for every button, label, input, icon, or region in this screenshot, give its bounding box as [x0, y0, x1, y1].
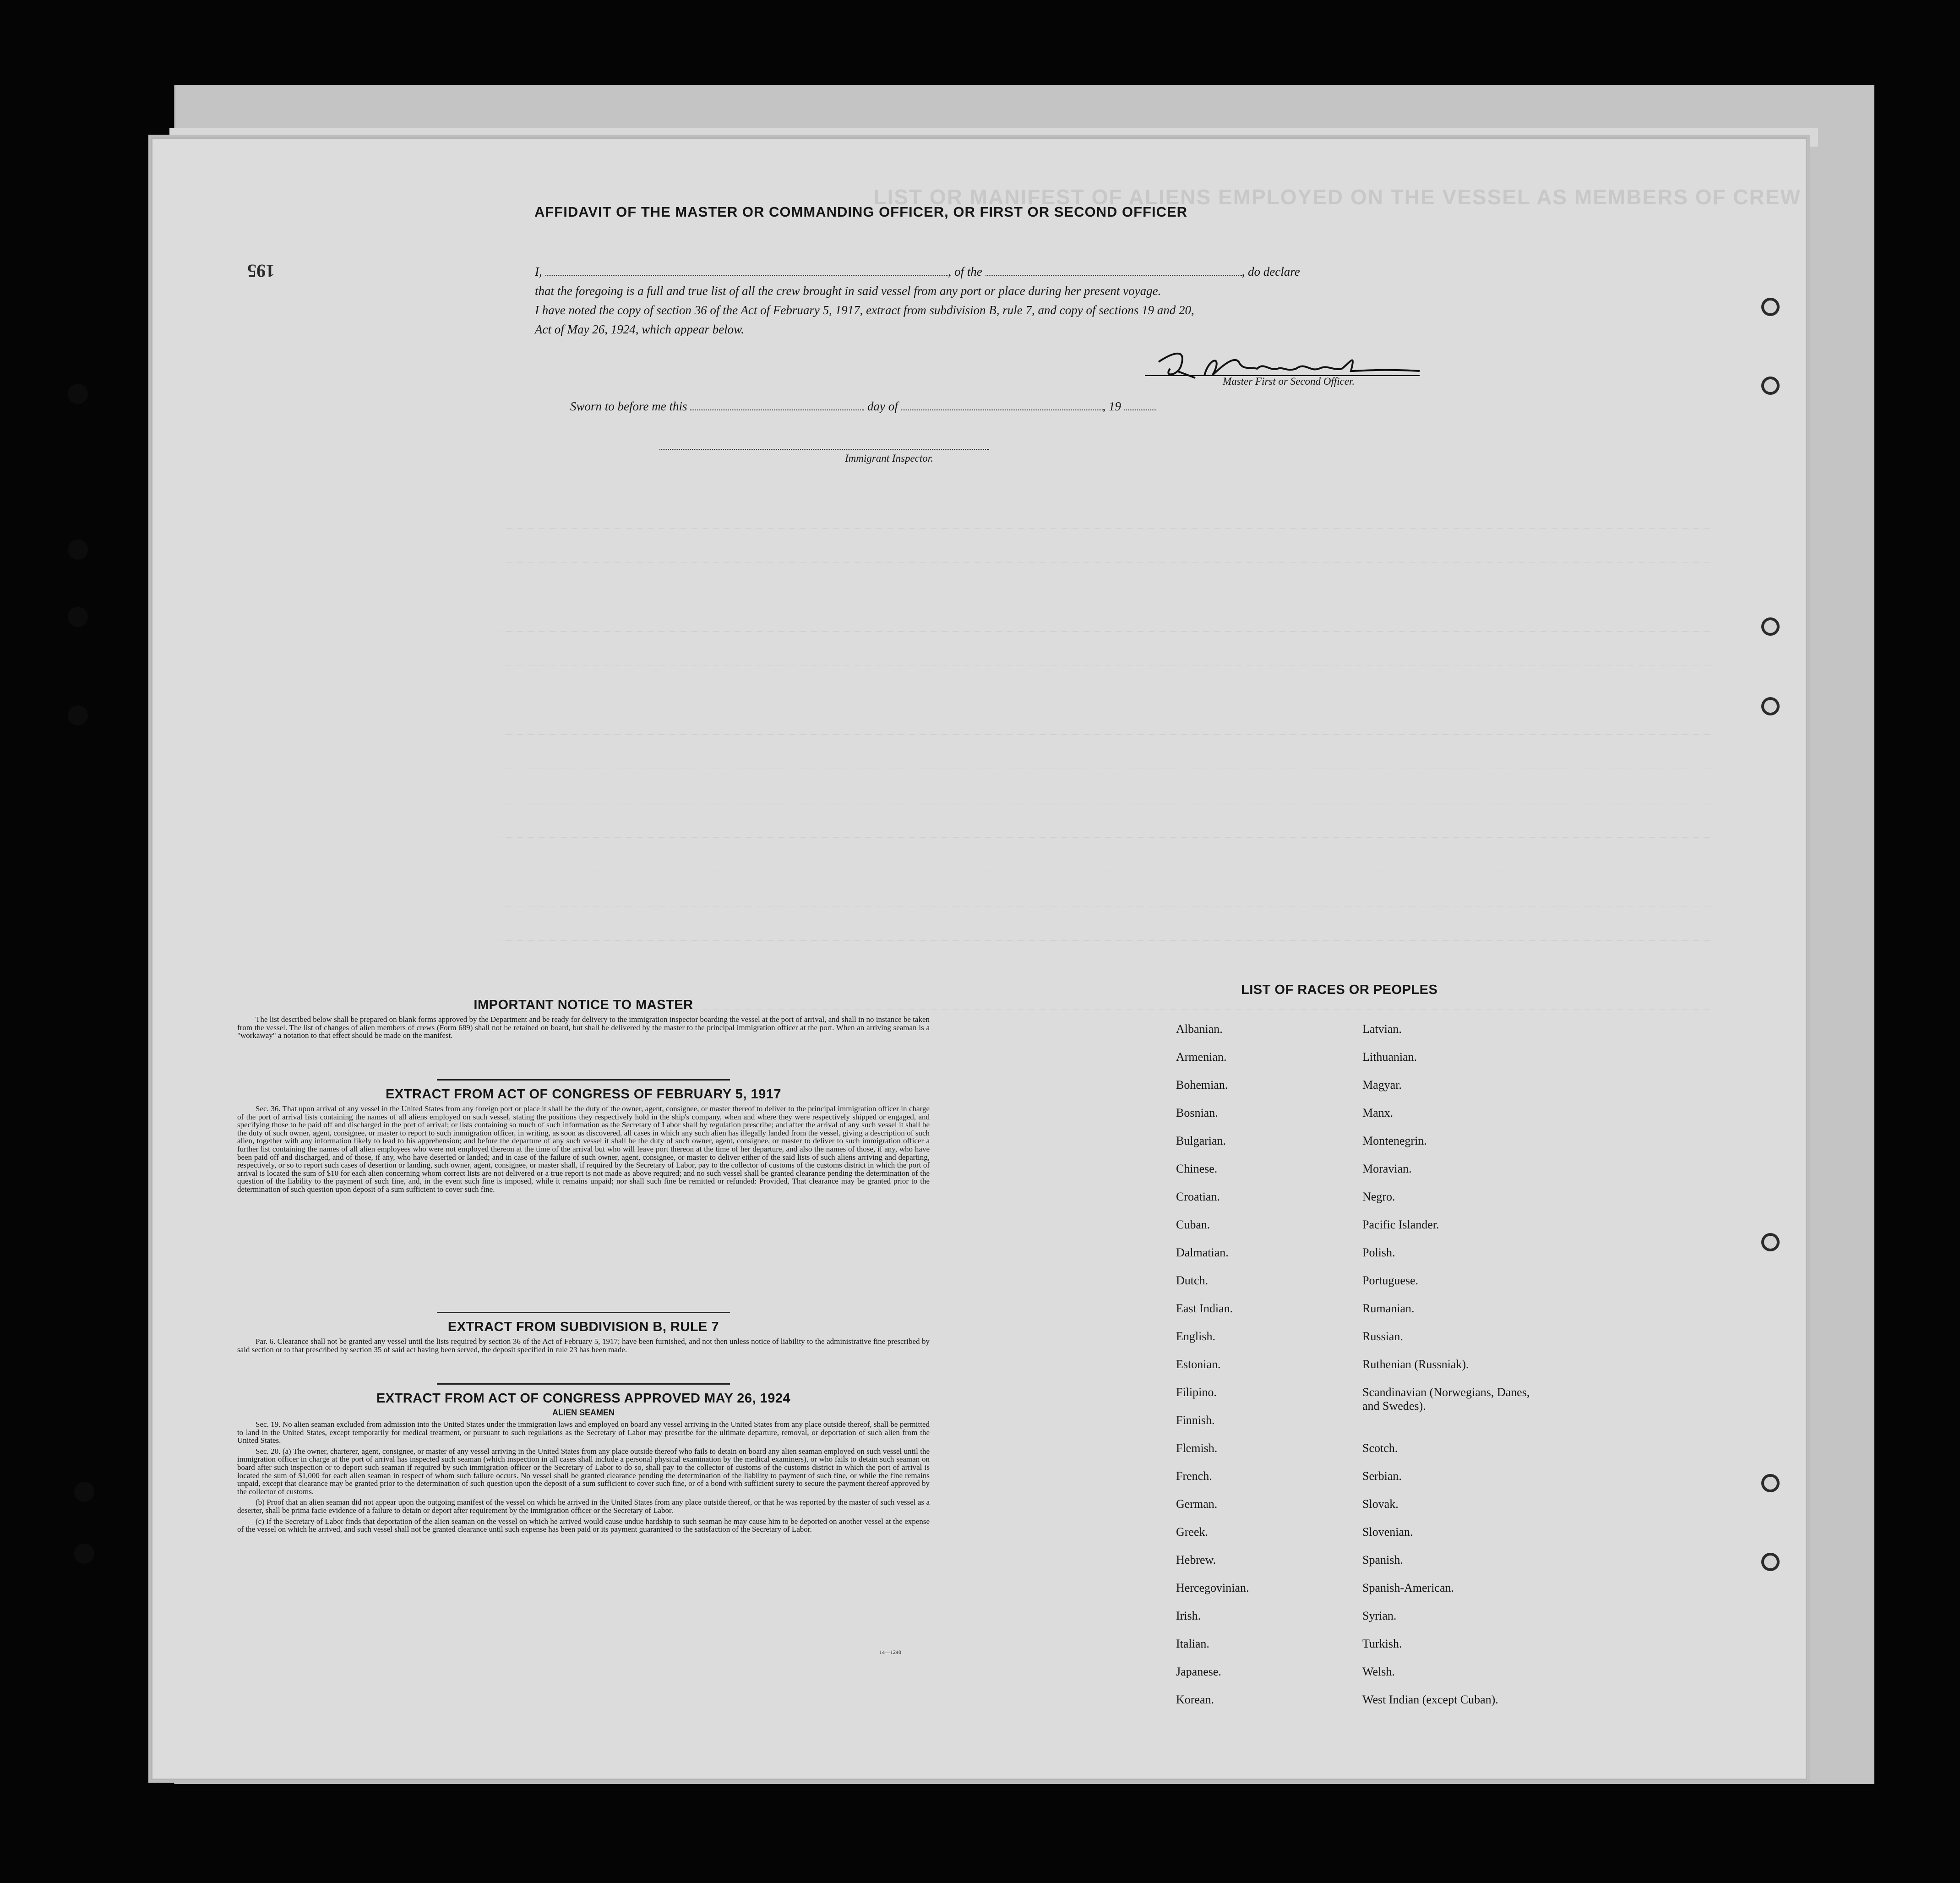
races-title: LIST OF RACES OR PEOPLES [1241, 982, 1438, 997]
race-item: Syrian. [1362, 1609, 1397, 1622]
race-item: German. [1176, 1497, 1218, 1511]
race-item: Spanish. [1362, 1553, 1403, 1566]
race-item: Slovenian. [1362, 1525, 1413, 1539]
binder-ring [1761, 1233, 1780, 1251]
race-item: Magyar. [1362, 1078, 1402, 1092]
extract-1917-title: EXTRACT FROM ACT OF CONGRESS OF FEBRUARY 5, 1917 [385, 1087, 782, 1102]
race-item: Flemish. [1176, 1441, 1218, 1455]
declaration-i: I, [535, 265, 542, 278]
race-item: Portuguese. [1362, 1274, 1419, 1287]
signature-caption: Master First or Second Officer. [1223, 376, 1355, 387]
race-item: Moravian. [1362, 1162, 1412, 1175]
sworn-line [570, 399, 1156, 414]
extract-rule-7-title: EXTRACT FROM SUBDIVISION B, RULE 7 [447, 1320, 719, 1334]
notice-title: IMPORTANT NOTICE TO MASTER [474, 998, 693, 1012]
punch-hole [68, 607, 88, 627]
race-item: Armenian. [1176, 1050, 1227, 1064]
divider [437, 1079, 730, 1081]
extract-rule-7-text: Par. 6. Clearance shall not be granted any vessel until the lists required by section 36 of the Act of February 5, 1917; have been furnished, and not then unless notice of liability to the administrative fine prescribed by said section or to that prescribed by section 35 of said act having been served, the deposit specified in rule 23 has been made. [237, 1337, 930, 1354]
race-item: West Indian (except Cuban). [1362, 1693, 1498, 1706]
race-item: Ruthenian (Russniak). [1362, 1358, 1469, 1371]
race-item: Cuban. [1176, 1218, 1210, 1231]
divider [437, 1312, 730, 1313]
bleed-through-header: LIST OR MANIFEST OF ALIENS EMPLOYED ON THE VESSEL AS MEMBERS OF CREW [873, 185, 1801, 209]
sworn-day-of: day of [867, 399, 898, 413]
race-item: Serbian. [1362, 1469, 1402, 1483]
section-20c-text: (c) If the Secretary of Labor finds that deportation of the alien seaman on the vessel on which he arrived would cause undue hardship to such seaman he may cause him to be deported on another vessel at the expense of the vessel on which he arrived, and such vessel shall not be granted clearance until such expense has been paid or its payment guaranteed to the satisfaction of the Secretary of Labor. [237, 1517, 930, 1534]
alien-seamen-subtitle: ALIEN SEAMEN [552, 1408, 615, 1417]
vessel-name-blank [985, 265, 1242, 276]
race-item: Polish. [1362, 1246, 1395, 1259]
extract-1917-text: Sec. 36. That upon arrival of any vessel in the United States from any foreign port or place it shall be the duty of the owner, agent, consignee, or master thereof to deliver to the principal immigration officer in charge of the port of arrival lists containing the names of all aliens employed on such vessel, stating the positions they respectively hold in the ship's company, when and where they were respectively shipped or engaged, and specifying those to be paid off and discharged in the port of arrival; or lists containing so much of such information as the Secretary of Labor shall by regulation prescribe; and after the arrival of any such vessel it shall be the duty of such owner, agent, consignee, or master to report to such immigration officer, in writing, as soon as discovered, all cases in which any such alien has illegally landed from the vessel, giving a description of such alien, together with any information likely to lead to his apprehension; and before the departure of any such vessel it shall be the duty of such owner, agent, consignee, or master to deliver to such immigration officer a further list containing the names of all alien employees who were not employed thereon at the time of the arrival but who will leave port thereon at the time of her departure, and also the names of those, if any, who have been paid off and discharged, and of those, if any, who have deserted or landed; and in case of the failure of such owner, agent, consignee, or master to deliver either of the said lists of such aliens arriving and departing, respectively, or so to report such cases of desertion or landing, such owner, agent, consignee, or master shall, if required by the Secretary of Labor, pay to the collector of customs of the customs district in which the port of arrival is located the sum of $10 for each alien concerning whom correct lists are not delivered or a true report is not made as above required; and no such vessel shall be granted clearance pending the determination of the question of the liability to the payment of such fine, and, in the event such fine is imposed, while it remains unpaid; nor shall such fine be remitted or refunded: Provided, That clearance may be granted prior to the determination of such question upon deposit of a sum sufficient to cover such fine. [237, 1104, 930, 1194]
declaration-end: , do declare [1241, 265, 1300, 278]
binder-ring [1761, 1553, 1780, 1571]
race-item: Turkish. [1362, 1637, 1402, 1650]
race-item: Croatian. [1176, 1190, 1220, 1203]
race-item: Spanish-American. [1362, 1581, 1454, 1594]
race-item: East Indian. [1176, 1302, 1233, 1315]
race-item: Chinese. [1176, 1162, 1218, 1175]
page-number: 195 [247, 261, 275, 281]
race-item: Bohemian. [1176, 1078, 1228, 1092]
important-notice [237, 998, 930, 1040]
race-item: Negro. [1362, 1190, 1395, 1203]
race-item: Irish. [1176, 1609, 1201, 1622]
notice-text: The list described below shall be prepared on blank forms approved by the Department and be ready for delivery to the immigration inspector boarding the vessel at the port of arrival, and shall in no instance be taken from the vessel. The list of changes of alien members of crews (Form 689) shall not be retained on board, but shall be delivered by the master to the principal immigration officer at the port. When an arriving seaman is a "workaway" a notation to that effect should be made on the manifest. [237, 1015, 930, 1040]
section-19-text: Sec. 19. No alien seaman excluded from admission into the United States under the immigration laws and employed on board any vessel arriving in the United States from any place outside thereof, shall be permitted to land in the United States, except temporarily for medical treatment, or pursuant to such regulations as the Secretary of Labor may prescribe for the ultimate departure, removal, or deportation of such alien from the United States. [237, 1420, 930, 1445]
declaration-line [535, 265, 1300, 279]
affidavit-title: AFFIDAVIT OF THE MASTER OR COMMANDING OFFICER, OR FIRST OR SECOND OFFICER [534, 204, 1188, 220]
sworn-day-blank [690, 399, 864, 410]
extract-1924-title: EXTRACT FROM ACT OF CONGRESS APPROVED MAY 26, 1924 [376, 1391, 791, 1406]
sworn-label: Sworn to before me this [570, 399, 687, 413]
extract-1924 [237, 1377, 930, 1534]
form-number: 14—1240 [879, 1649, 901, 1655]
race-item: Estonian. [1176, 1358, 1221, 1371]
binder-ring [1761, 1474, 1780, 1492]
sworn-month-blank [901, 399, 1103, 410]
declaration-text-line-2: that the foregoing is a full and true list of all the crew brought in said vessel from any port or place during her present voyage. [535, 284, 1161, 298]
divider [437, 1383, 730, 1385]
race-item: Bosnian. [1176, 1106, 1218, 1119]
inspector-signature-line [659, 449, 989, 450]
declaration-text-line-4: Act of May 26, 1924, which appear below. [535, 322, 744, 336]
race-item: Montenegrin. [1362, 1134, 1427, 1147]
race-item: Scotch. [1362, 1441, 1398, 1455]
section-20b-text: (b) Proof that an alien seaman did not appear upon the outgoing manifest of the vessel on which he arrived in the United States from any place outside thereof, or that he was reported by the master of such vessel as a deserter, shall be prima facie evidence of a failure to detain or deport after requirement by the immigration officer or the Secretary of Labor. [237, 1498, 930, 1515]
punch-hole [74, 1544, 94, 1564]
binder-ring [1761, 697, 1780, 715]
race-item: Manx. [1362, 1106, 1394, 1119]
declaration-of: , of the [948, 265, 982, 278]
declaration-text-line-3: I have noted the copy of section 36 of the Act of February 5, 1917, extract from subdivision B, rule 7, and copy of sections 19 and 20, [535, 303, 1194, 317]
race-item: Dutch. [1176, 1274, 1209, 1287]
race-item: Japanese. [1176, 1665, 1221, 1678]
race-item: Dalmatian. [1176, 1246, 1229, 1259]
binder-ring [1761, 377, 1780, 395]
race-item: Hercegovinian. [1176, 1581, 1249, 1594]
race-item: Pacific Islander. [1362, 1218, 1439, 1231]
race-item: English. [1176, 1330, 1215, 1343]
race-item: Filipino. [1176, 1386, 1217, 1399]
race-item: Scandinavian (Norwegians, Danes, and Swedes). [1362, 1386, 1530, 1413]
race-item: Greek. [1176, 1525, 1209, 1539]
race-item: Russian. [1362, 1330, 1403, 1343]
race-item: Finnish. [1176, 1414, 1215, 1427]
punch-hole [68, 540, 88, 560]
race-item: Lithuanian. [1362, 1050, 1417, 1064]
binder-ring [1761, 298, 1780, 316]
section-20a-text: Sec. 20. (a) The owner, charterer, agent, consignee, or master of any vessel arriving in the United States from any place outside thereof who fails to detain on board any alien seaman employed on such vessel until the immigration officer in charge at the port of arrival has inspected such seaman (which inspection in all cases shall include a personal physical examination by the medical examiners), or who fails to detain such seaman on board after such inspection or to deport such seaman if required by such immigration officer or the Secretary of Labor to do so, shall pay to the collector of customs of the customs district in which the port of arrival is located the sum of $1,000 for each alien seaman in respect of whom such failure occurs. No vessel shall be granted clearance pending the determination of the liability to payment of such fine, or while the fine remains unpaid, except that clearance may be granted prior to the determination of such question upon the deposit of a sum sufficient to cover such fine, or of a bond with sufficient surety to secure the payment thereof approved by the collector of customs. [237, 1446, 930, 1496]
race-item: Slovak. [1362, 1497, 1399, 1511]
sworn-year-blank [1124, 399, 1156, 410]
master-name-blank [545, 265, 948, 276]
race-item: Hebrew. [1176, 1553, 1216, 1566]
extract-rule-7 [237, 1305, 930, 1354]
binder-ring [1761, 617, 1780, 636]
race-item: Welsh. [1362, 1665, 1395, 1678]
race-item: Latvian. [1362, 1022, 1402, 1036]
inspector-caption: Immigrant Inspector. [845, 453, 933, 464]
race-item: French. [1176, 1469, 1212, 1483]
punch-hole [74, 1482, 94, 1502]
race-item: Albanian. [1176, 1022, 1223, 1036]
race-item: Korean. [1176, 1693, 1214, 1706]
punch-hole [68, 384, 88, 404]
race-item: Bulgarian. [1176, 1134, 1226, 1147]
sworn-year-label: , 19 [1102, 399, 1121, 413]
races-column-right [1362, 1022, 1601, 1721]
race-item: Italian. [1176, 1637, 1209, 1650]
extract-1917 [237, 1073, 930, 1194]
punch-hole [68, 705, 88, 726]
race-item: Rumanian. [1362, 1302, 1415, 1315]
